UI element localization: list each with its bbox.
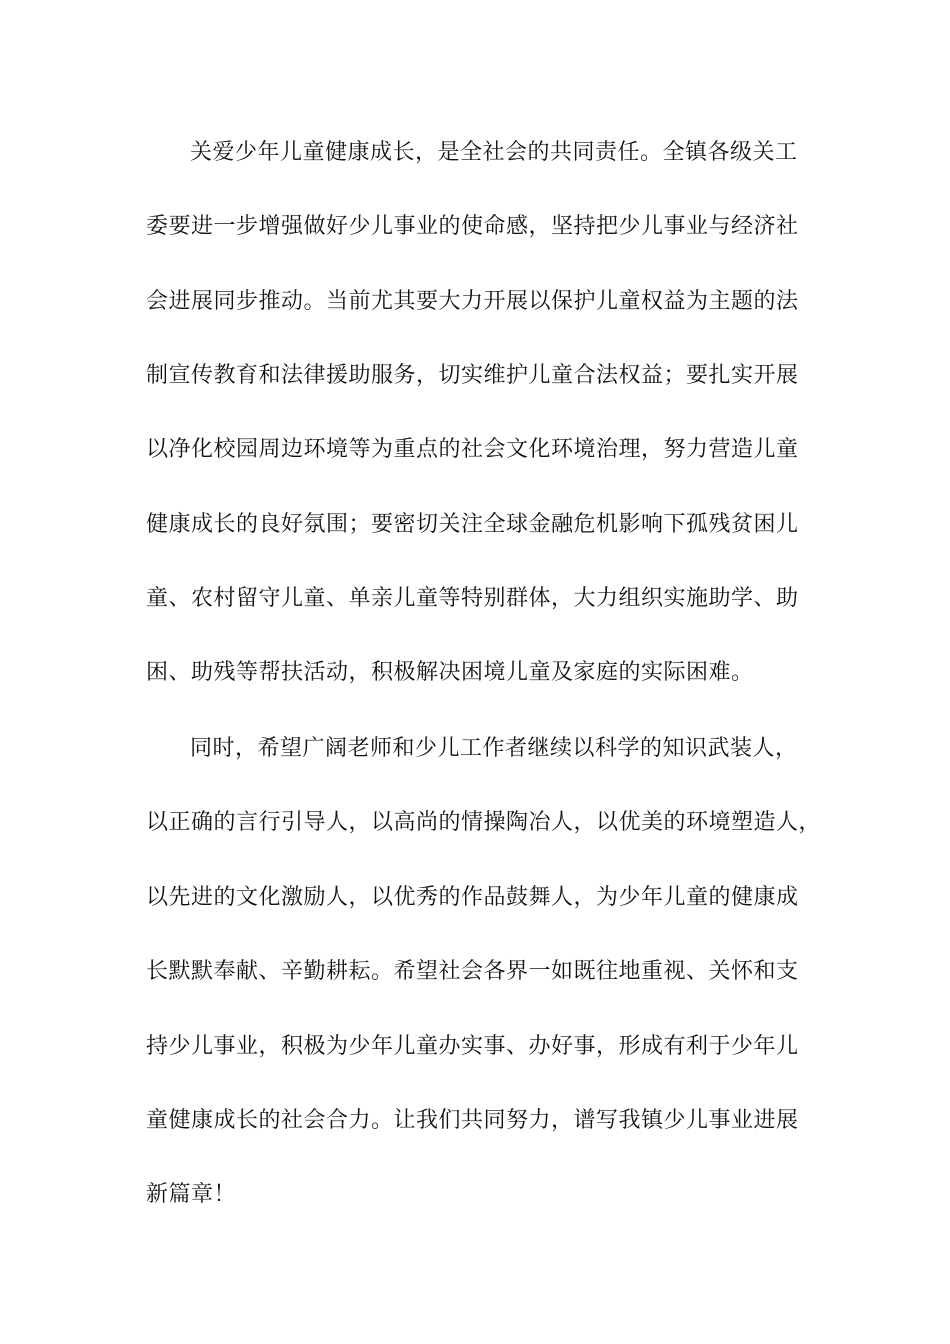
text-line: 以先进的文化激励人，以优秀的作品鼓舞人，为少年儿童的健康成: [146, 885, 799, 910]
text-line: 会进展同步推动。当前尤其要大力开展以保护儿童权益为主题的法: [146, 289, 799, 314]
text-line: 童、农村留守儿童、单亲儿童等特别群体，大力组织实施助学、助: [146, 586, 799, 611]
text-line: 关爱少年儿童健康成长，是全社会的共同责任。全镇各级关工: [190, 140, 798, 165]
text-line: 以正确的言行引导人，以高尚的情操陶冶人，以优美的环境塑造人，: [146, 810, 822, 835]
text-line: 长默默奉献、辛勤耕耘。希望社会各界一如既往地重视、关怀和支: [146, 959, 799, 984]
text-line: 以净化校园周边环境等为重点的社会文化环境治理，努力营造儿童: [146, 437, 799, 462]
text-line: 同时，希望广阔老师和少儿工作者继续以科学的知识武装人，: [190, 736, 798, 761]
text-line: 健康成长的良好氛围；要密切关注全球金融危机影响下孤残贫困儿: [146, 512, 799, 537]
text-line: 持少儿事业，积极为少年儿童办实事、办好事，形成有利于少年儿: [146, 1034, 799, 1059]
text-line: 制宣传教育和法律援助服务，切实维护儿童合法权益；要扎实开展: [146, 363, 799, 388]
text-line: 童健康成长的社会合力。让我们共同努力，谱写我镇少儿事业进展: [146, 1108, 799, 1133]
text-line: 新篇章！: [146, 1182, 237, 1207]
text-line: 委要进一步增强做好少儿事业的使命感，坚持把少儿事业与经济社: [146, 214, 799, 239]
text-line: 困、助残等帮扶活动，积极解决困境儿童及家庭的实际困难。: [146, 660, 754, 685]
